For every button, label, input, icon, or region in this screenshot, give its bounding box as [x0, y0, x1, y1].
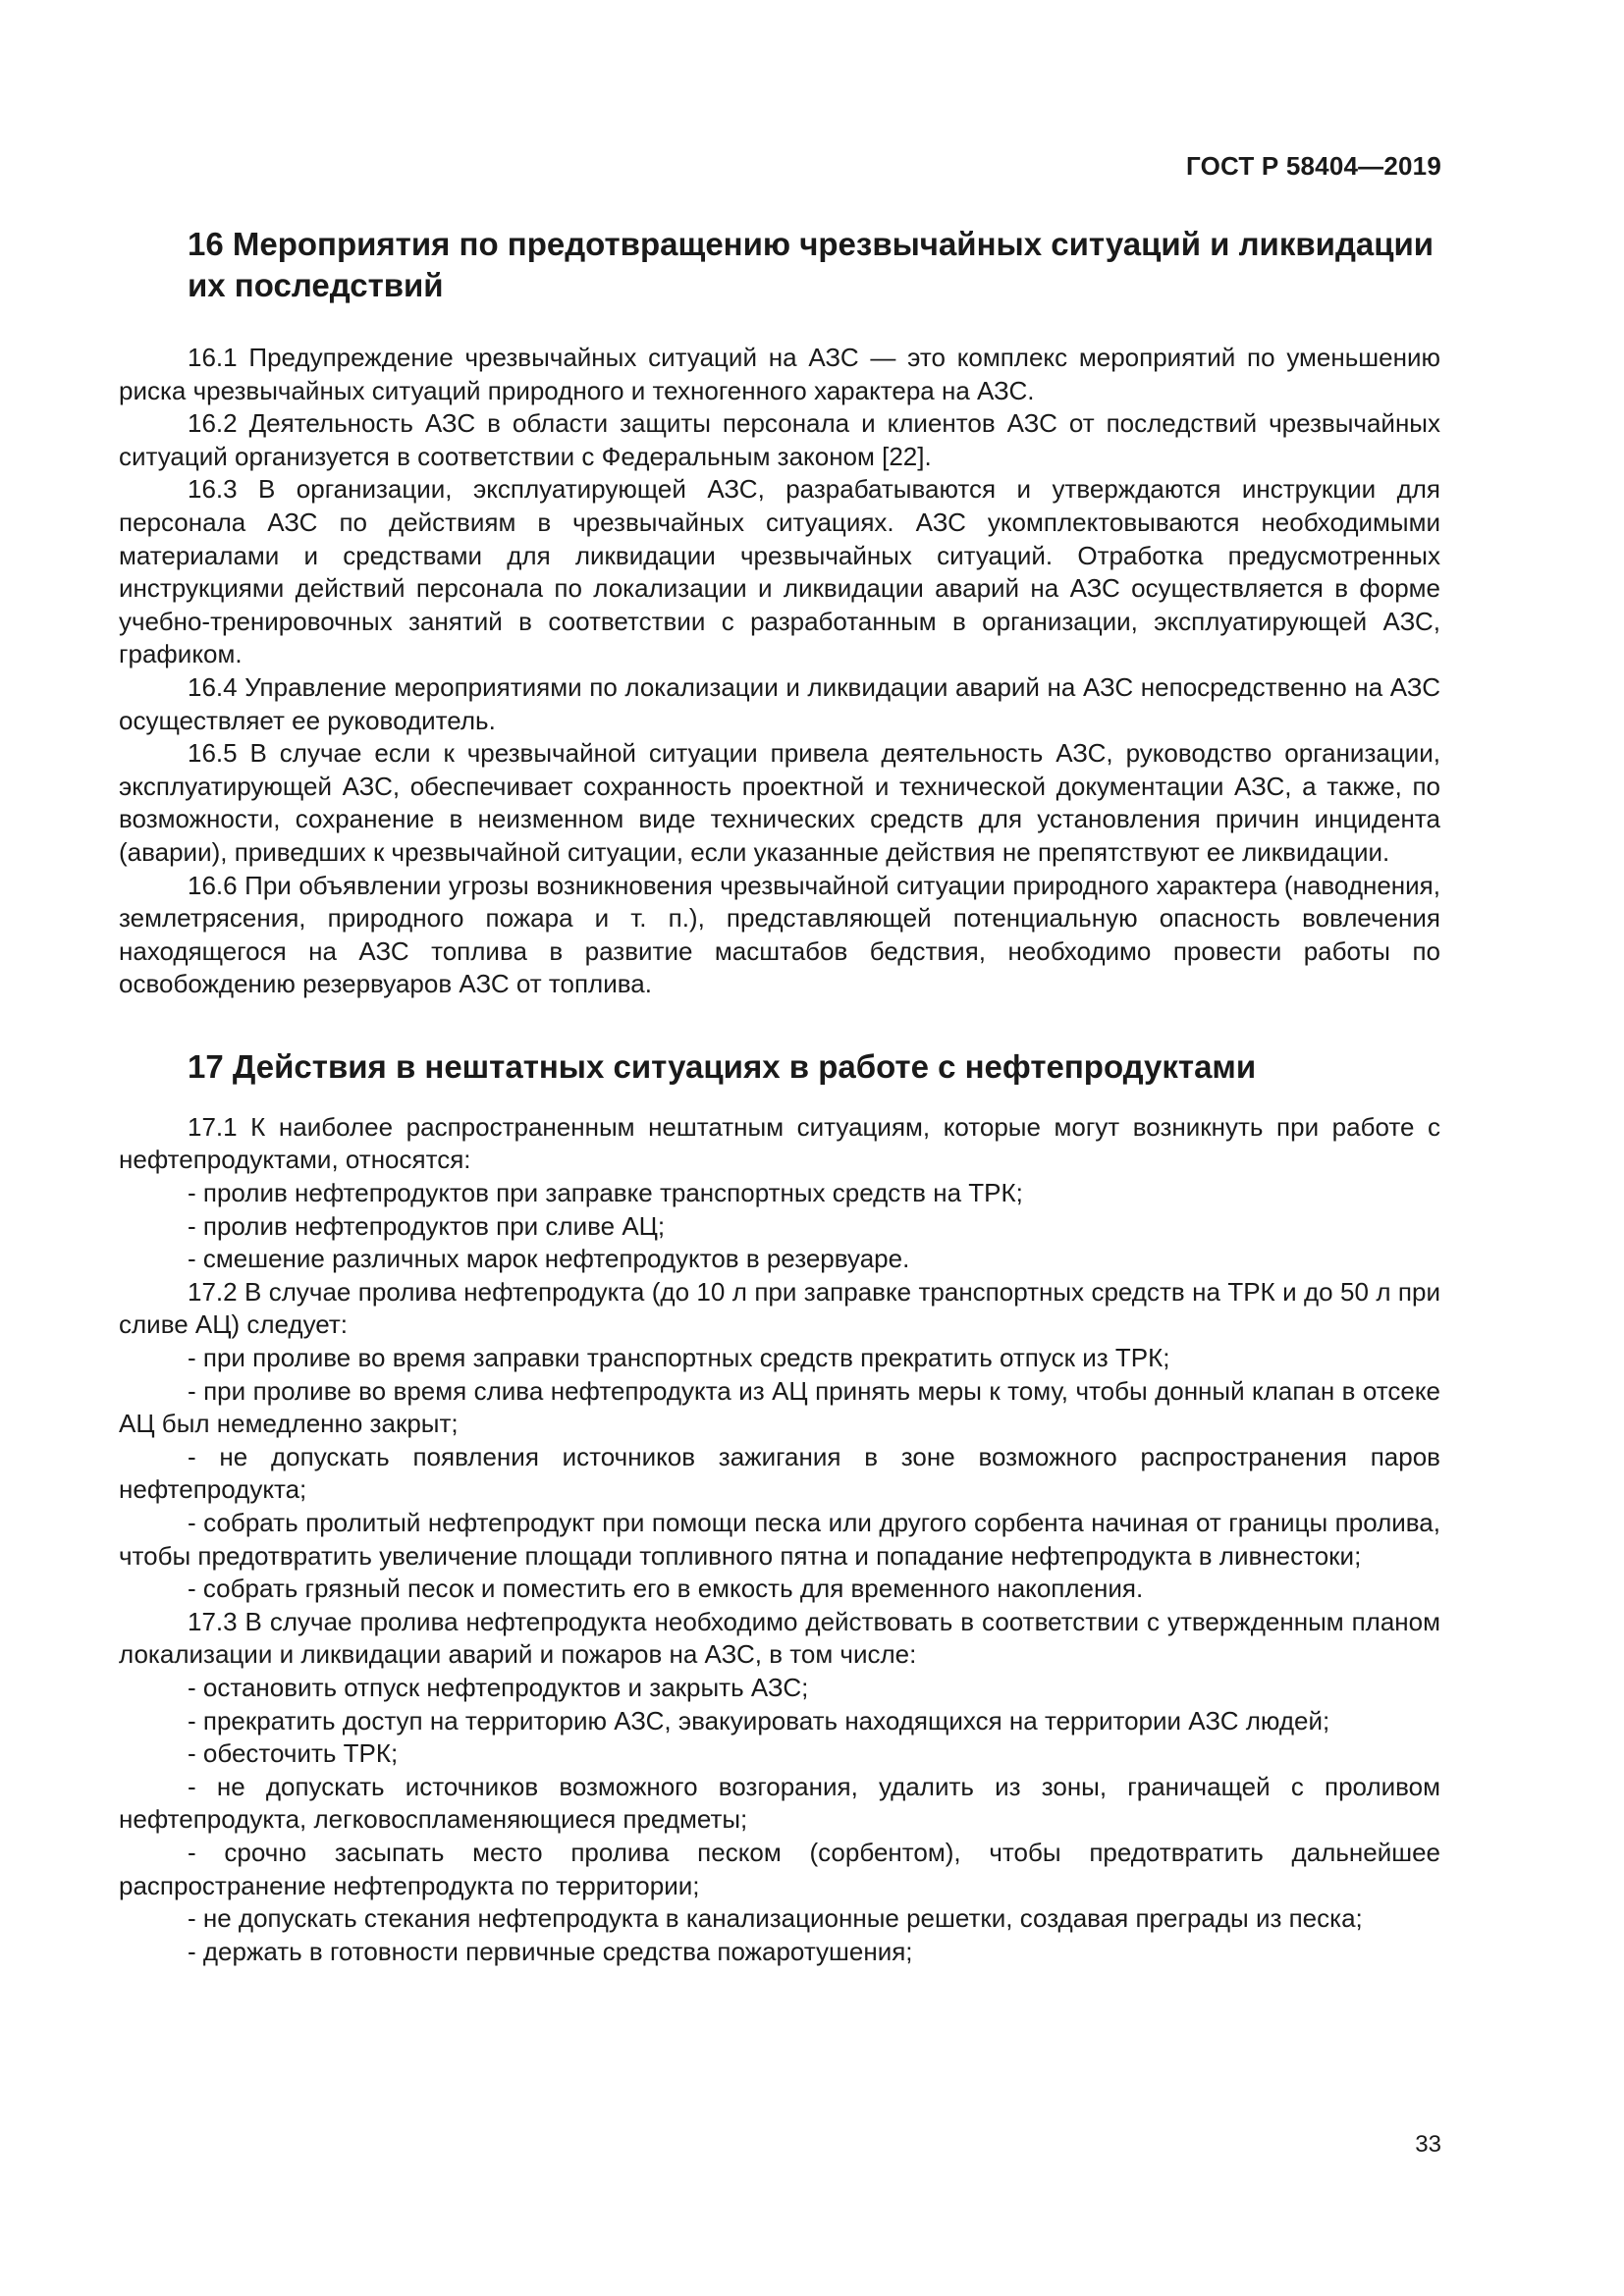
paragraph-17-1: 17.1 К наиболее распространенным нештатным ситуациям, которые могут возникнуть при работе с нефтепродуктами, относятся:	[119, 1111, 1440, 1175]
list-item: - пролив нефтепродуктов при сливе АЦ;	[188, 1210, 666, 1241]
paragraph-16-4: 16.4 Управление мероприятиями по локализации и ликвидации аварий на АЗС непосредственно на АЗС осуществляет ее руководитель.	[119, 671, 1440, 735]
list-item: - не допускать появления источников зажигания в зоне возможного распространения паров нефтепродукта;	[119, 1441, 1440, 1505]
paragraph-16-6: 16.6 При объявлении угрозы возникновения чрезвычайной ситуации природного характера (наводнения, землетрясения, природного пожара и т. п.), представляющей потенциальную опасность вовлечения находящегося на АЗС топлива в развитие масштабов бедствия, необходимо провести работы по освобождению резервуаров АЗС от топлива.	[119, 870, 1440, 999]
paragraph-17-3: 17.3 В случае пролива нефтепродукта необходимо действовать в соответствии с утвержденным планом локализации и ликвидации аварий и пожаров на АЗС, в том числе:	[119, 1606, 1440, 1670]
list-item: - пролив нефтепродуктов при заправке транспортных средств на ТРК;	[188, 1178, 1023, 1208]
list-item: - собрать грязный песок и поместить его в емкость для временного накопления.	[188, 1574, 1144, 1604]
paragraph-16-3: 16.3 В организации, эксплуатирующей АЗС, разрабатываются и утверждаются инструкции для персонала АЗС по действиям в чрезвычайных ситуациях. АЗС укомплектовываются необходимыми материалами и средствами для ликвидации чрезвычайных ситуаций. Отработка предусмотренных инструкциями действий персонала по локализации и ликвидации аварий на АЗС осуществляется в форме учебно-тренировочных занятий в соответствии с разработанным в организации, эксплуатирующей АЗС, графиком.	[119, 474, 1440, 669]
list-item: - остановить отпуск нефтепродуктов и закрыть АЗС;	[188, 1672, 809, 1702]
list-item: - собрать пролитый нефтепродукт при помощи песка или другого сорбента начиная от границы пролива, чтобы предотвратить увеличение площади топливного пятна и попадание нефтепродукта в ливнестоки;	[119, 1508, 1440, 1571]
list-item: - обесточить ТРК;	[188, 1738, 399, 1769]
list-item: - не допускать источников возможного возгорания, удалить из зоны, граничащей с проливом нефтепродукта, легковоспламеняющиеся предметы;	[119, 1771, 1440, 1835]
list-item: - при проливе во время слива нефтепродукта из АЦ принять меры к тому, чтобы донный клапан в отсеке АЦ был немедленно закрыт;	[119, 1375, 1440, 1439]
section-17-title: 17 Действия в нештатных ситуациях в работе с нефтепродуктами	[188, 1047, 1257, 1085]
paragraph-16-5: 16.5 В случае если к чрезвычайной ситуации привела деятельность АЗС, руководство организации, эксплуатирующей АЗС, обеспечивает сохранность проектной и технической документации АЗС, а также, по возможности, сохранение в неизменном виде технических средств для установления причин инцидента (аварии), приведших к чрезвычайной ситуации, если указанные действия не препятствуют ее ликвидации.	[119, 738, 1440, 867]
page-content	[119, 224, 1440, 1968]
list-item: - держать в готовности первичные средства пожаротушения;	[188, 1936, 913, 1966]
paragraph-16-2: 16.2 Деятельность АЗС в области защиты персонала и клиентов АЗС от последствий чрезвычайных ситуаций организуется в соответствии с Федеральным законом [22].	[119, 408, 1440, 471]
list-item: - смешение различных марок нефтепродуктов в резервуаре.	[188, 1244, 910, 1274]
list-item: - при проливе во время заправки транспортных средств прекратить отпуск из ТРК;	[188, 1343, 1170, 1373]
paragraph-17-2: 17.2 В случае пролива нефтепродукта (до 10 л при заправке транспортных средств на ТРК и до 50 л при сливе АЦ) следует:	[119, 1276, 1440, 1340]
standard-id-header: ГОСТ Р 58404—2019	[1186, 151, 1441, 181]
list-item: - не допускать стекания нефтепродукта в канализационные решетки, создавая преграды из песка;	[188, 1903, 1363, 1934]
section-16-title: 16 Мероприятия по предотвращению чрезвычайных ситуаций и ликвидации их последствий	[188, 226, 1435, 303]
list-item: - срочно засыпать место пролива песком (сорбентом), чтобы предотвратить дальнейшее распространение нефтепродукта по территории;	[119, 1837, 1440, 1900]
list-item: - прекратить доступ на территорию АЗС, эвакуировать находящихся на территории АЗС людей;	[188, 1705, 1330, 1735]
paragraph-16-1: 16.1 Предупреждение чрезвычайных ситуаций на АЗС — это комплекс мероприятий по уменьшению риска чрезвычайных ситуаций природного и техногенного характера на АЗС.	[119, 343, 1440, 405]
page-number: 33	[1415, 2131, 1441, 2158]
